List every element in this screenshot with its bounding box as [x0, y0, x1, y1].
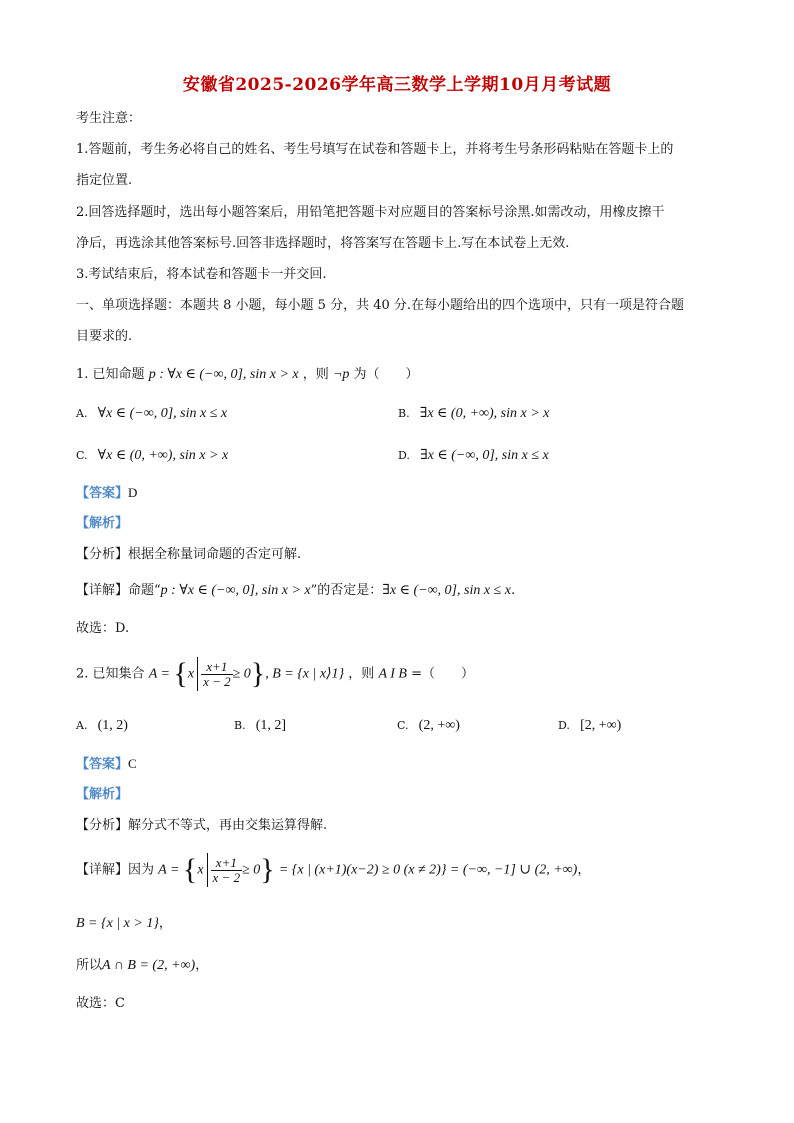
q2-detail-rhs: = {x | (x+1)(x−2) ≥ 0 (x ≠ 2)} = (−∞, −1] ∪ (2, +∞) [278, 862, 578, 878]
q1-detail: 【详解】命题“p : ∀x ∈ (−∞, 0], sin x > x”的否定是：∃x ∈ (−∞, 0], sin x ≤ x. [76, 583, 516, 598]
q2-set-b-line: B = {x | x > 1}， [76, 916, 172, 931]
section-line-2: 目要求的. [76, 329, 133, 344]
q2-option-a[interactable]: A. (1, 2) [76, 718, 128, 733]
q2-choose: 故选：C [76, 996, 125, 1011]
q2-brace-right: } [250, 657, 266, 690]
notice-line-3: 2.回答选择题时，选出每小题答案后，用铅笔把答题卡对应题目的答案标号涂黑.如需改动，用橡皮擦干 [76, 205, 665, 220]
q2-option-b[interactable]: B. (1, 2] [234, 718, 287, 733]
q2-fenxi [76, 817, 327, 835]
q1-answer-value: D [128, 485, 138, 500]
q2-detail-tag: 【详解】 [76, 862, 129, 878]
q2-fenxi-text: 解分式不等式，再由交集运算得解. [128, 818, 328, 833]
q2-prefix: 2. 已知集合 [76, 666, 145, 682]
section-line-1: 一、单项选择题：本题共 8 小题，每小题 5 分，共 40 分.在每小题给出的四个选项中，只有一项是符合题 [76, 298, 685, 313]
q1-detail-tag: 【详解】 [76, 583, 129, 598]
q1-mid: ，则 [302, 367, 329, 382]
q1-choose: 故选：D. [76, 621, 130, 636]
q2-option-d[interactable]: D. [2, +∞) [558, 718, 622, 733]
q2-fenxi-tag: 【分析】 [76, 818, 129, 833]
q1-stem [76, 366, 419, 384]
exam-title: 安徽省2025-2026学年高三数学上学期10月月考试题 [182, 75, 612, 95]
q1-prefix: 1. 已知命题 [76, 367, 145, 382]
q2-answer-tag: 【答案】 [76, 757, 129, 772]
q1-suffix: 为（ ） [353, 367, 419, 382]
q2-answer-value: C [128, 756, 137, 771]
notice-line-1: 1.答题前，考生务必将自己的姓名、考生号填写在试卷和答题卡上，并将考生号条形码粘贴在答题卡上的 [76, 142, 674, 157]
notice-line-2: 指定位置. [76, 173, 133, 188]
notice-line-4: 净后，再选涂其他答案标号.回答非选择题时，将答案写在答题卡上.写在本试卷上无效. [76, 236, 570, 251]
q2-brace-left: { [173, 657, 188, 690]
q2-option-c[interactable]: C. (2, +∞) [397, 718, 460, 733]
q2-answer [76, 755, 137, 774]
q1-proposition: p : ∀x ∈ (−∞, 0], sin x > x [148, 367, 299, 382]
q1-option-a[interactable]: A. ∀x ∈ (−∞, 0], sin x ≤ x [76, 406, 228, 421]
q1-option-d[interactable]: D. ∃x ∈ (−∞, 0], sin x ≤ x [398, 448, 549, 463]
notice-line-5: 3.考试结束后，将本试卷和答题卡一并交回. [76, 267, 327, 282]
notice-heading: 考生注意： [76, 111, 142, 126]
q1-negation: ¬p [332, 367, 350, 382]
q2-set-bar [197, 657, 198, 691]
q2-analysis-tag: 【解析】 [76, 787, 129, 802]
q1-analysis-tag: 【解析】 [76, 516, 129, 531]
q1-option-c[interactable]: C. ∀x ∈ (0, +∞), sin x > x [76, 448, 229, 463]
q2-stem: 2. 已知集合 A = {x $\frac{x+1}{x - 2}$ ≥ 0}, B = {x | x⟩1} ，则 A I B =（ ） [76, 657, 474, 690]
q1-fenxi [76, 546, 301, 564]
q1-answer [76, 484, 137, 503]
q1-option-b[interactable]: B. ∃x ∈ (0, +∞), sin x > x [398, 406, 550, 421]
q2-so-line: 所以A ∩ B = (2, +∞)， [76, 958, 209, 973]
q2-fraction: $\frac{x+1}{x - 2}$ [203, 658, 231, 689]
q1-answer-tag: 【答案】 [76, 486, 129, 501]
q1-fenxi-tag: 【分析】 [76, 547, 129, 562]
q2-detail: 【详解】因为 A = {x $\frac{x+1}{x - 2}$ ≥ 0} = {x | (x+1)(x−2) ≥ 0 (x ≠ 2)} = (−∞, −1] ∪ (2, +∞)， [76, 853, 591, 886]
q1-fenxi-text: 根据全称量词命题的否定可解. [128, 547, 302, 562]
